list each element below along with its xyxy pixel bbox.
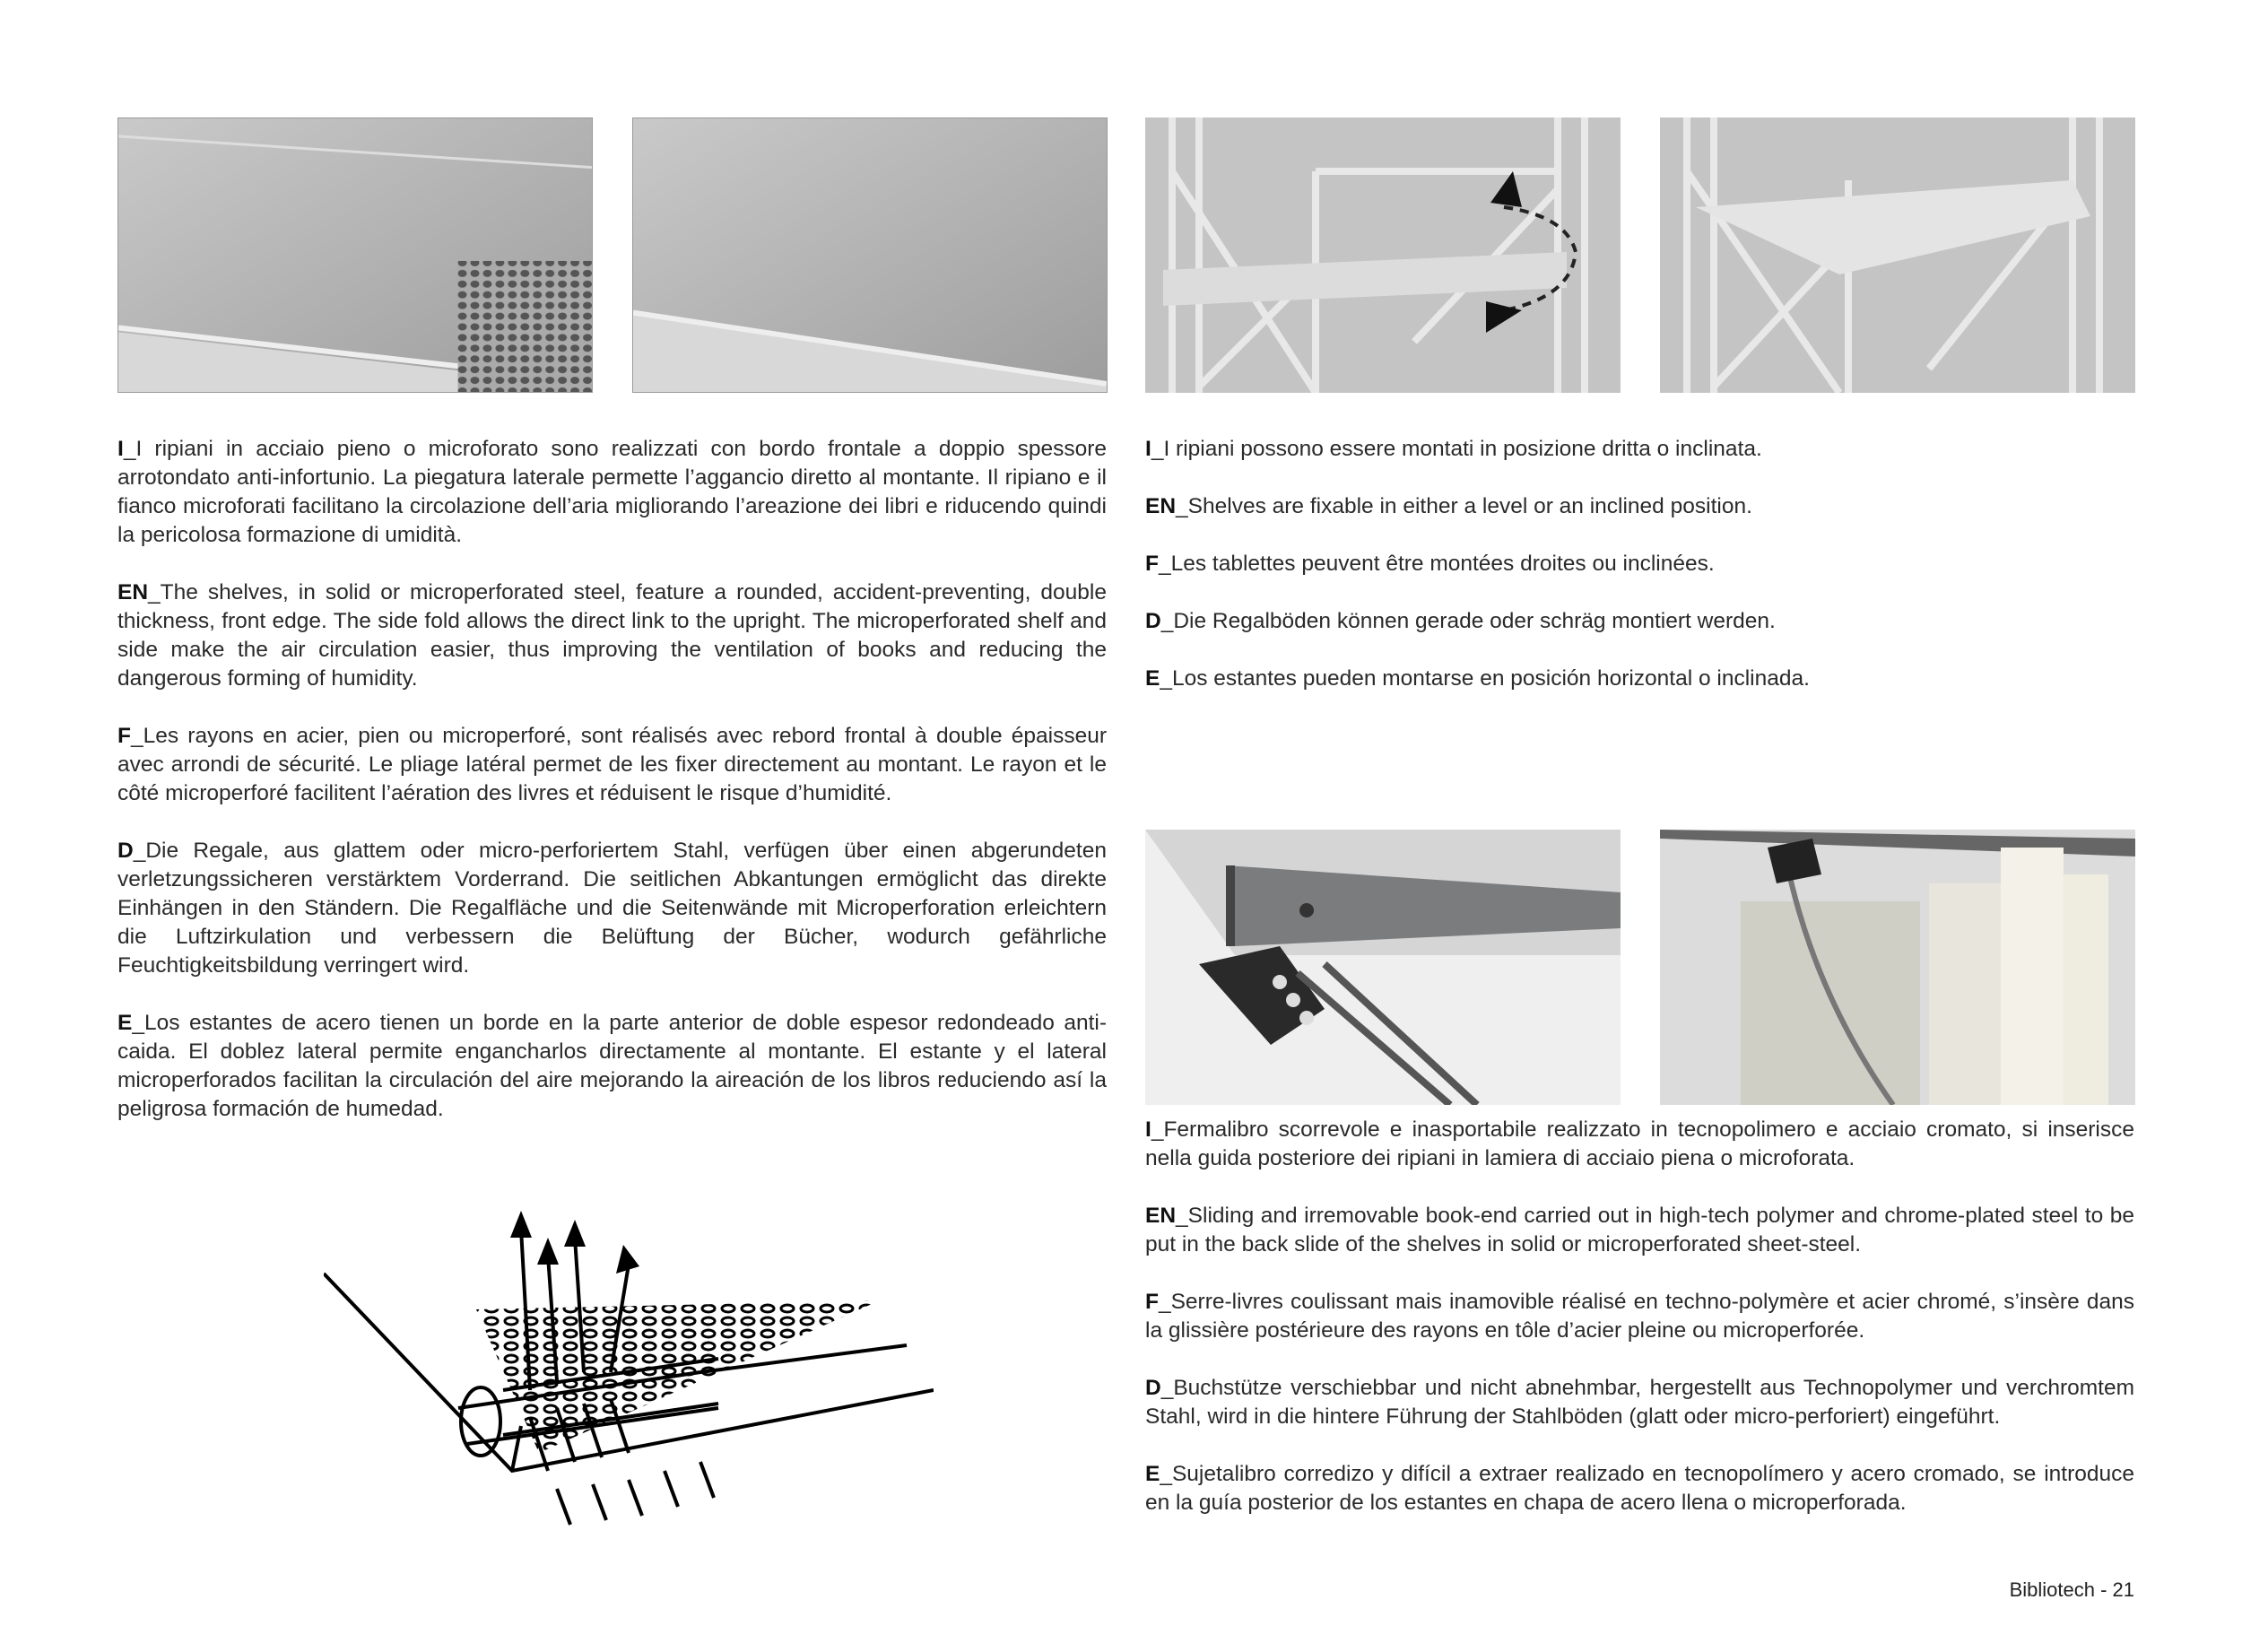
paragraph-en — [117, 578, 1107, 693]
lang-code: D — [1145, 609, 1161, 633]
lang-code: E — [117, 1011, 133, 1035]
lang-code: EN — [1145, 494, 1177, 518]
paragraph-es — [117, 1009, 1107, 1124]
photo-shelf-bracket — [1145, 830, 1621, 1105]
paragraph-de — [1145, 1374, 2134, 1431]
airflow-illustration — [324, 1202, 934, 1552]
paragraph-it — [117, 435, 1107, 550]
paragraph-it — [1145, 435, 2134, 464]
paragraph-es — [1145, 665, 2134, 693]
paragraph-it — [1145, 1116, 2134, 1173]
bookend-description — [1145, 1116, 2134, 1546]
lang-code: D — [1145, 1376, 1161, 1400]
paragraph-fr — [117, 722, 1107, 808]
lang-code: I — [1145, 1117, 1151, 1142]
paragraph-text: _Buchstütze verschiebbar und nicht abnehmbar, hergestellt aus Technopolymer und verchromtem Stahl, wird in die hintere Führung der Stahlböden (glatt oder micro-perforiert) eingeführt. — [1145, 1376, 2134, 1429]
paragraph-text: _Los estantes de acero tienen un borde en la parte anterior de doble espesor redondeado anti-caida. El doblez lateral permite engancharlos directamente al montante. El estante y el lateral microperforados facilitan la circulación del aire mejorando la aireación de los libros reduciendo así la peligrosa formación de humedad. — [117, 1011, 1107, 1121]
photo-solid-shelf — [632, 117, 1108, 393]
lang-code: F — [1145, 552, 1159, 576]
lang-code: I — [1145, 437, 1151, 461]
photo-shelf-inclined — [1660, 117, 2135, 393]
paragraph-text: _Die Regalböden können gerade oder schräg montiert werden. — [1160, 609, 1776, 633]
paragraph-text: _Los estantes pueden montarse en posición horizontal o inclinada. — [1160, 666, 1810, 691]
photo-shelf-level — [1145, 117, 1621, 393]
paragraph-text: _Sujetalibro corredizo y difícil a extraer realizado en tecnopolímero y acero cromado, se introduce en la guía posterior de los estantes en chapa de acero llena o microperforada. — [1145, 1462, 2134, 1515]
paragraph-text: _Les rayons en acier, pien ou microperforé, sont réalisés avec rebord frontal à double épaisseur avec arrondi de sécurité. Le pliage latéral permet de les fixer directement au montant. Le rayon et le côté microperforé facilitent l’aération des livres et réduisent le risque d’humidité. — [117, 724, 1107, 805]
paragraph-es — [1145, 1460, 2134, 1517]
lang-code: EN — [117, 580, 149, 604]
paragraph-fr — [1145, 550, 2134, 578]
paragraph-de — [1145, 607, 2134, 636]
lang-code: E — [1145, 1462, 1160, 1486]
paragraph-en — [1145, 492, 2134, 521]
lang-code: F — [1145, 1290, 1159, 1314]
lang-code: E — [1145, 666, 1160, 691]
lang-code: I — [117, 437, 124, 461]
shelves-description — [117, 435, 1107, 1152]
paragraph-text: _Die Regale, aus glattem oder micro-perforiertem Stahl, verfügen über einen abgerundeten verletzungssicheren verstärktem Vorderrand. Die seitlichen Abkantungen ermöglicht das direkte Einhängen in den Ständern. Die Regalfläche und die Seitenwände mit Microperforation erleichtern die Luftzirkulation und verbessern die Belüftung der Bücher, wodurch gefährliche Feuchtigkeitsbildung verringert wird. — [117, 839, 1107, 978]
page-footer: Bibliotech - 21 — [2009, 1578, 2134, 1601]
paragraph-text: _I ripiani in acciaio pieno o microforato sono realizzati con bordo frontale a doppio spessore arrotondato anti-infortunio. La piegatura laterale permette l’aggancio diretto al montante. Il ripiano e il fianco microforati facilitano la circolazione dell’aria migliorando l’areazione dei libri e riducendo quindi la pericolosa formazione di umidità. — [117, 437, 1107, 547]
lang-code: EN — [1145, 1204, 1177, 1228]
paragraph-text: _I ripiani possono essere montati in posizione dritta o inclinata. — [1151, 437, 1762, 461]
paragraph-text: _Serre-livres coulissant mais inamovible réalisé en techno-polymère et acier chromé, s’insère dans la glissière postérieure des rayons en tôle d’acier pleine ou microperforée. — [1145, 1290, 2134, 1343]
lang-code: F — [117, 724, 131, 748]
position-description — [1145, 435, 2134, 722]
lang-code: D — [117, 839, 134, 863]
paragraph-en — [1145, 1202, 2134, 1259]
paragraph-text: _Les tablettes peuvent être montées droites ou inclinées. — [1158, 552, 1715, 576]
paragraph-de — [117, 837, 1107, 980]
photo-book-end — [1660, 830, 2135, 1105]
paragraph-text: _Shelves are fixable in either a level or an inclined position. — [1176, 494, 1752, 518]
paragraph-fr — [1145, 1288, 2134, 1345]
paragraph-text: _The shelves, in solid or microperforated steel, feature a rounded, accident-preventing, double thickness, front edge. The side fold allows the direct link to the upright. The microperforated shelf and side make the air circulation easier, thus improving the ventilation of books and reducing the dangerous forming of humidity. — [117, 580, 1107, 691]
paragraph-text: _Fermalibro scorrevole e inasportabile realizzato in tecnopolimero e acciaio cromato, si inserisce nella guida posteriore dei ripiani in lamiera di acciaio piena o microforata. — [1145, 1117, 2134, 1170]
photo-microperforated-shelf — [117, 117, 593, 393]
paragraph-text: _Sliding and irremovable book-end carried out in high-tech polymer and chrome-plated steel to be put in the back slide of the shelves in solid or microperforated sheet-steel. — [1145, 1204, 2134, 1256]
